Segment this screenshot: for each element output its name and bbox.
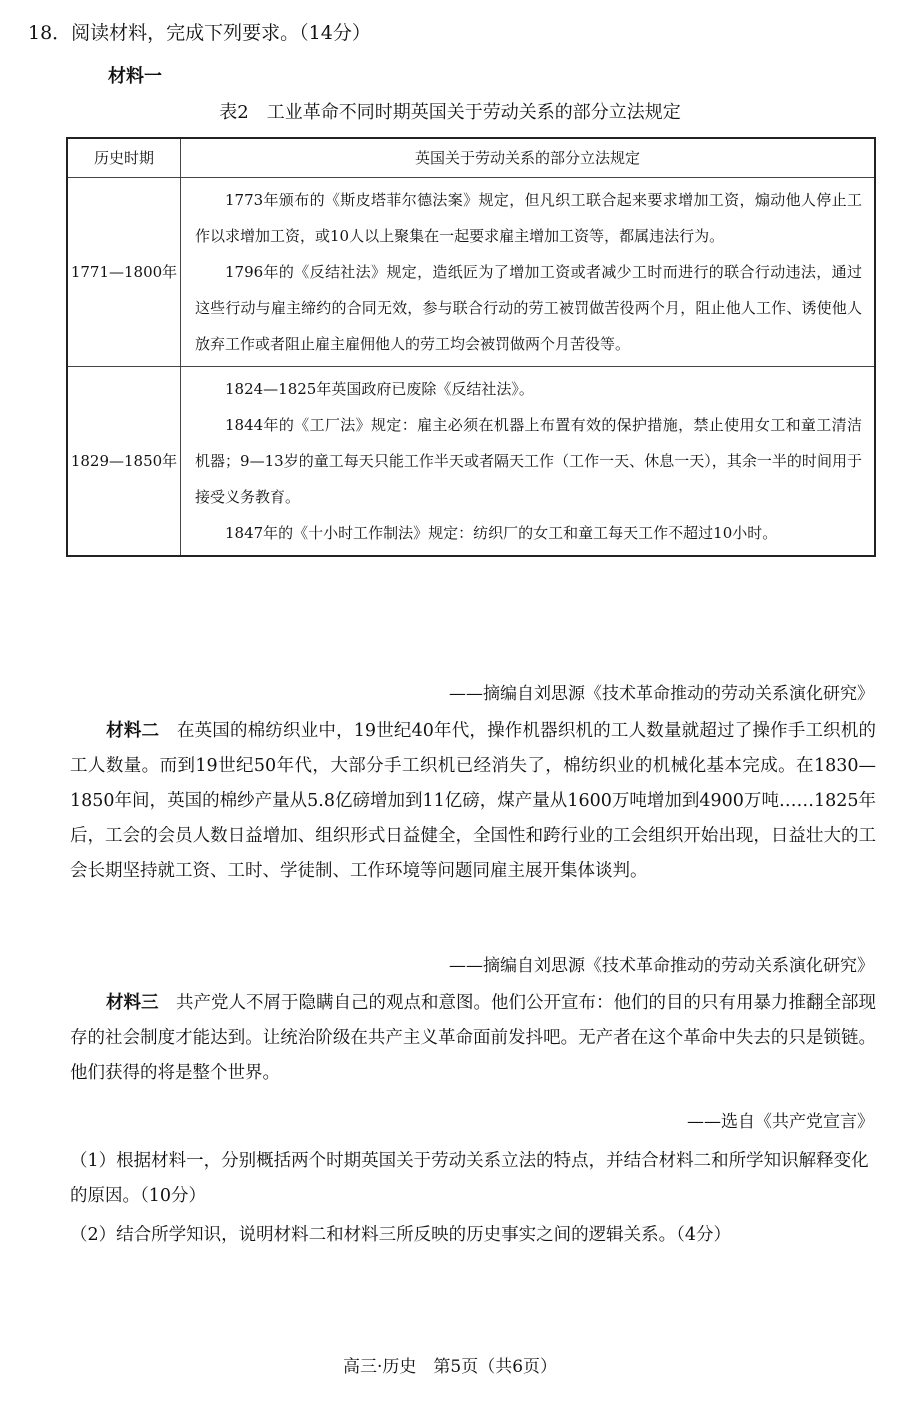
- question-heading: 18．阅读材料，完成下列要求。（14分）: [28, 22, 371, 44]
- legislation-paragraph: 1844年的《工厂法》规定：雇主必须在机器上布置有效的保护措施，禁止使用女工和童工清洁机器；9—13岁的童工每天只能工作半天或者隔天工作（工作一天、休息一天），其余一半的时间用于接受义务教育。: [195, 416, 862, 506]
- subquestion-1: （1）根据材料一，分别概括两个时期英国关于劳动关系立法的特点，并结合材料二和所学知识解释变化的原因。（10分）: [70, 1151, 869, 1206]
- table-caption: 表2 工业革命不同时期英国关于劳动关系的部分立法规定: [219, 102, 681, 123]
- material-3-text: 共产党人不屑于隐瞒自己的观点和意图。他们公开宣布：他们的目的只有用暴力推翻全部现存的社会制度才能达到。让统治阶级在共产主义革命面前发抖吧。无产者在这个革命中失去的只是锁链。他们获得的将是整个世界。: [70, 993, 876, 1083]
- material-2-text: 在英国的棉纺织业中，19世纪40年代，操作机器织机的工人数量就超过了操作手工织机的工人数量。而到19世纪50年代，大部分手工织机已经消失了，棉纺织业的机械化基本完成。在1830—1850年间，英国的棉纱产量从5.8亿磅增加到11亿磅，煤产量从1600万吨增加到4900万吨……1825年后，工会的会员人数日益增加、组织形式日益健全，全国性和跨行业的工会组织开始出现，日益壮大的工会长期坚持就工资、工时、学徒制、工作环境等问题同雇主展开集体谈判。: [70, 721, 876, 881]
- table-row: [67, 178, 875, 367]
- page-footer: 高三·历史 第5页（共6页）: [342, 1357, 558, 1377]
- material-3-label: 材料三: [106, 993, 159, 1013]
- material-3-source: ——选自《共产党宣言》: [687, 1112, 874, 1132]
- material-2-paragraph: [70, 714, 876, 889]
- column-header-legislation: 英国关于劳动关系的部分立法规定: [181, 138, 876, 178]
- legislation-cell: [181, 178, 876, 367]
- legislation-paragraph: 1847年的《十小时工作制法》规定：纺织厂的女工和童工每天工作不超过10小时。: [225, 524, 778, 542]
- legislation-cell: [181, 367, 876, 557]
- material-2-label: 材料二: [106, 721, 160, 741]
- table-row: [67, 367, 875, 557]
- material-3-paragraph: [70, 986, 876, 1091]
- column-header-period: 历史时期: [67, 138, 181, 178]
- period-cell: 1771—1800年: [67, 178, 181, 367]
- subquestion-2: （2）结合所学知识，说明材料二和材料三所反映的历史事实之间的逻辑关系。（4分）: [70, 1225, 732, 1245]
- legislation-paragraph: 1796年的《反结社法》规定，造纸匠为了增加工资或者减少工时而进行的联合行动违法，通过这些行动与雇主缔约的合同无效，参与联合行动的劳工被罚做苦役两个月，阻止他人工作、诱使他人放弃工作或者阻止雇主雇佣他人的劳工均会被罚做两个月苦役等。: [195, 263, 862, 353]
- legislation-table: [66, 137, 876, 557]
- period-cell: 1829—1850年: [67, 367, 181, 557]
- material-1-label: 材料一: [108, 66, 162, 87]
- material-1-source: ——摘编自刘思源《技术革命推动的劳动关系演化研究》: [449, 684, 874, 704]
- legislation-paragraph: 1824—1825年英国政府已废除《反结社法》。: [225, 380, 534, 398]
- table-header-row: [67, 138, 875, 178]
- legislation-paragraph: 1773年颁布的《斯皮塔菲尔德法案》规定，但凡织工联合起来要求增加工资，煽动他人停止工作以求增加工资，或10人以上聚集在一起要求雇主增加工资等，都属违法行为。: [195, 191, 862, 245]
- material-2-source: ——摘编自刘思源《技术革命推动的劳动关系演化研究》: [449, 956, 874, 976]
